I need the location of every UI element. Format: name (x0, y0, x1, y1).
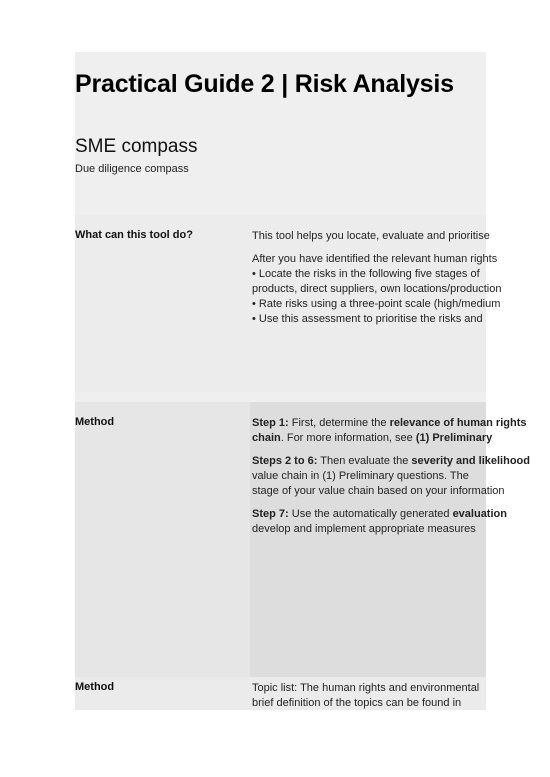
bullet-line: • Use this assessment to prioritise the risks and (252, 313, 483, 325)
bullet-line: • Rate risks using a three-point scale (high/medium (252, 298, 501, 310)
text-line: stage of your value chain based on your information (252, 485, 505, 497)
row-label: Method (75, 416, 115, 428)
text-line: products, direct suppliers, own locations/production (252, 283, 502, 295)
row-method (75, 402, 530, 677)
bullet-line: • Locate the risks in the following five stages of (252, 268, 480, 280)
row-content (252, 416, 530, 545)
row-what-can-this-tool-do (75, 215, 502, 392)
tool-subtitle: Due diligence compass (75, 163, 189, 175)
steps-2-to-6: Steps 2 to 6: Then evaluate the severity and likelihood value chain in (1) Preliminary questions. The stage of your value chain based on your information (252, 455, 530, 497)
row-content (252, 681, 479, 711)
row-label: Method (75, 681, 115, 693)
step-1: Step 1: First, determine the relevance of human rights chain. For more information, see (1) Preliminary (252, 417, 527, 444)
row-method-topic-list (75, 677, 486, 710)
text-line: value chain in (1) Preliminary questions. The (252, 470, 469, 482)
text-line: develop and implement appropriate measures (252, 523, 476, 535)
page-title: Practical Guide 2 | Risk Analysis (75, 70, 454, 98)
text-line: Topic list: The human rights and environmental (252, 682, 480, 694)
step-7: Step 7: Use the automatically generated evaluation develop and implement appropriate measures (252, 507, 530, 537)
text-line: This tool helps you locate, evaluate and prioritise (252, 230, 490, 242)
row-label: What can this tool do? (75, 229, 193, 241)
worksheet (75, 52, 530, 710)
text-line: brief definition of the topics can be found in (252, 697, 462, 709)
tool-name: SME compass (75, 136, 198, 157)
row-content (252, 229, 501, 335)
text-line: After you have identified the relevant human rights (252, 253, 498, 265)
